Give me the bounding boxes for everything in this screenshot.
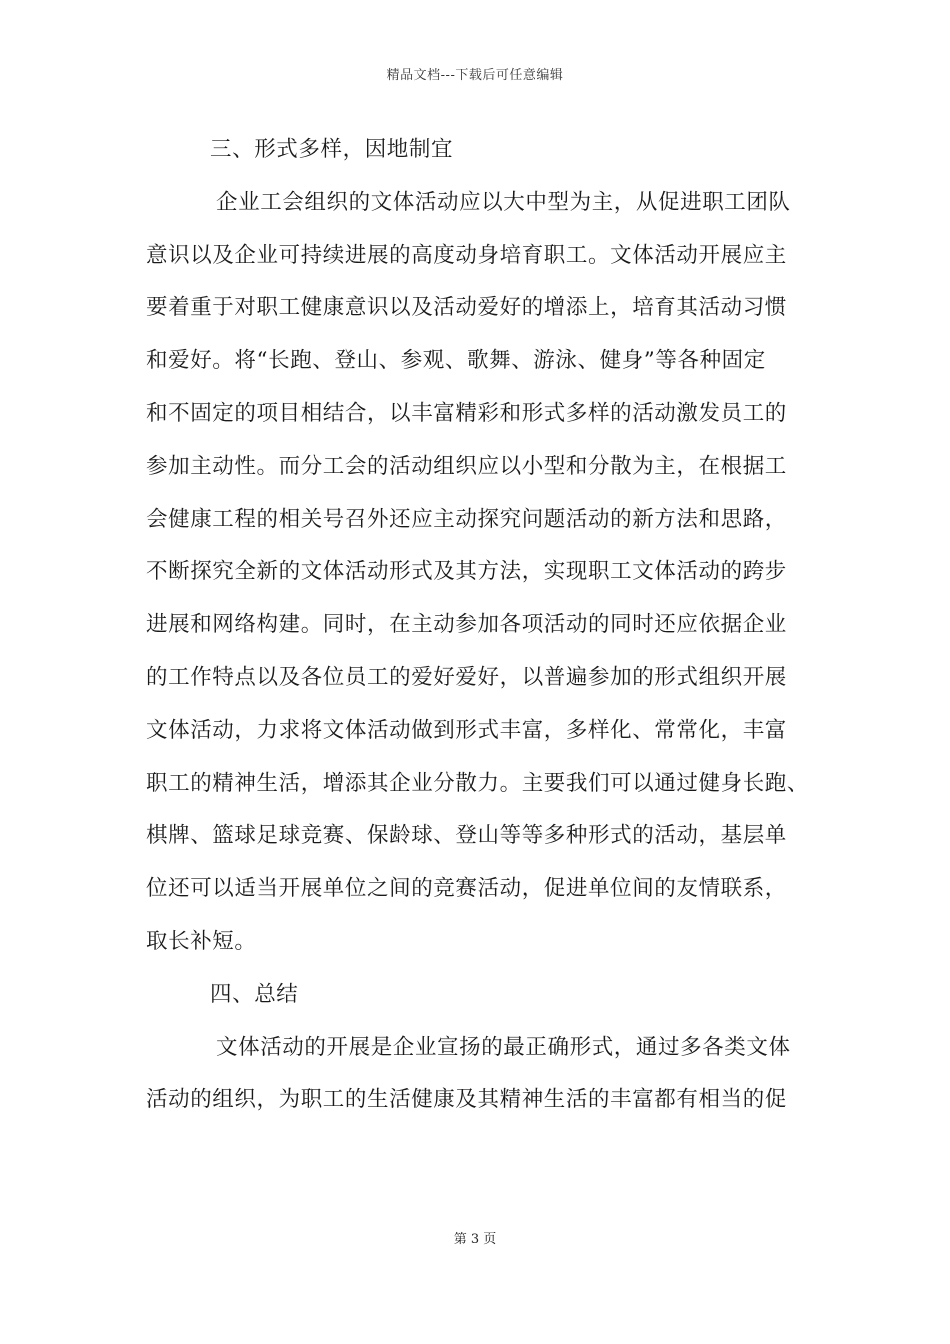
paragraph-line: 进展和网络构建。同时，在主动参加各项活动的同时还应依据企业 <box>146 612 787 638</box>
section-heading-3: 三、形式多样，因地制宜 <box>210 137 454 162</box>
paragraph-line: 企业工会组织的文体活动应以大中型为主，从促进职工团队 <box>216 189 791 215</box>
section-heading-4: 四、总结 <box>210 981 299 1007</box>
paragraph-line: 不断探究全新的文体活动形式及其方法，实现职工文体活动的跨步 <box>146 559 787 585</box>
paragraph-line: 棋牌、篮球足球竞赛、保龄球、登山等等多种形式的活动，基层单 <box>146 823 787 849</box>
paragraph-line: 会健康工程的相关号召外还应主动探究问题活动的新方法和思路， <box>146 506 787 532</box>
page-header: 精品文档---下载后可任意编辑 <box>386 68 564 83</box>
paragraph-line: 职工的精神生活，增添其企业分散力。主要我们可以通过健身长跑、 <box>146 770 810 796</box>
paragraph-line: 文体活动，力求将文体活动做到形式丰富，多样化、常常化，丰富 <box>146 717 787 743</box>
page-number: 第 3 页 <box>453 1232 497 1247</box>
paragraph-line: 位还可以适当开展单位之间的竞赛活动，促进单位间的友情联系， <box>146 876 787 902</box>
document-body <box>146 132 836 1135</box>
paragraph-line: 要着重于对职工健康意识以及活动爱好的增添上，培育其活动习惯 <box>146 295 787 321</box>
paragraph-line: 参加主动性。而分工会的活动组织应以小型和分散为主，在根据工 <box>146 453 787 479</box>
paragraph-line: 意识以及企业可持续进展的高度动身培育职工。文体活动开展应主 <box>146 242 787 268</box>
paragraph-line: 和爱好。将“长跑、登山、参观、歌舞、游泳、健身”等各种固定 <box>146 348 766 374</box>
paragraph-line: 和不固定的项目相结合，以丰富精彩和形式多样的活动激发员工的 <box>146 400 787 426</box>
paragraph-line: 取长补短。 <box>146 928 257 954</box>
paragraph-line: 文体活动的开展是企业宣扬的最正确形式，通过多各类文体 <box>216 1034 791 1060</box>
paragraph-line: 的工作特点以及各位员工的爱好爱好，以普遍参加的形式组织开展 <box>146 664 787 690</box>
paragraph-line: 活动的组织，为职工的生活健康及其精神生活的丰富都有相当的促 <box>146 1087 787 1113</box>
